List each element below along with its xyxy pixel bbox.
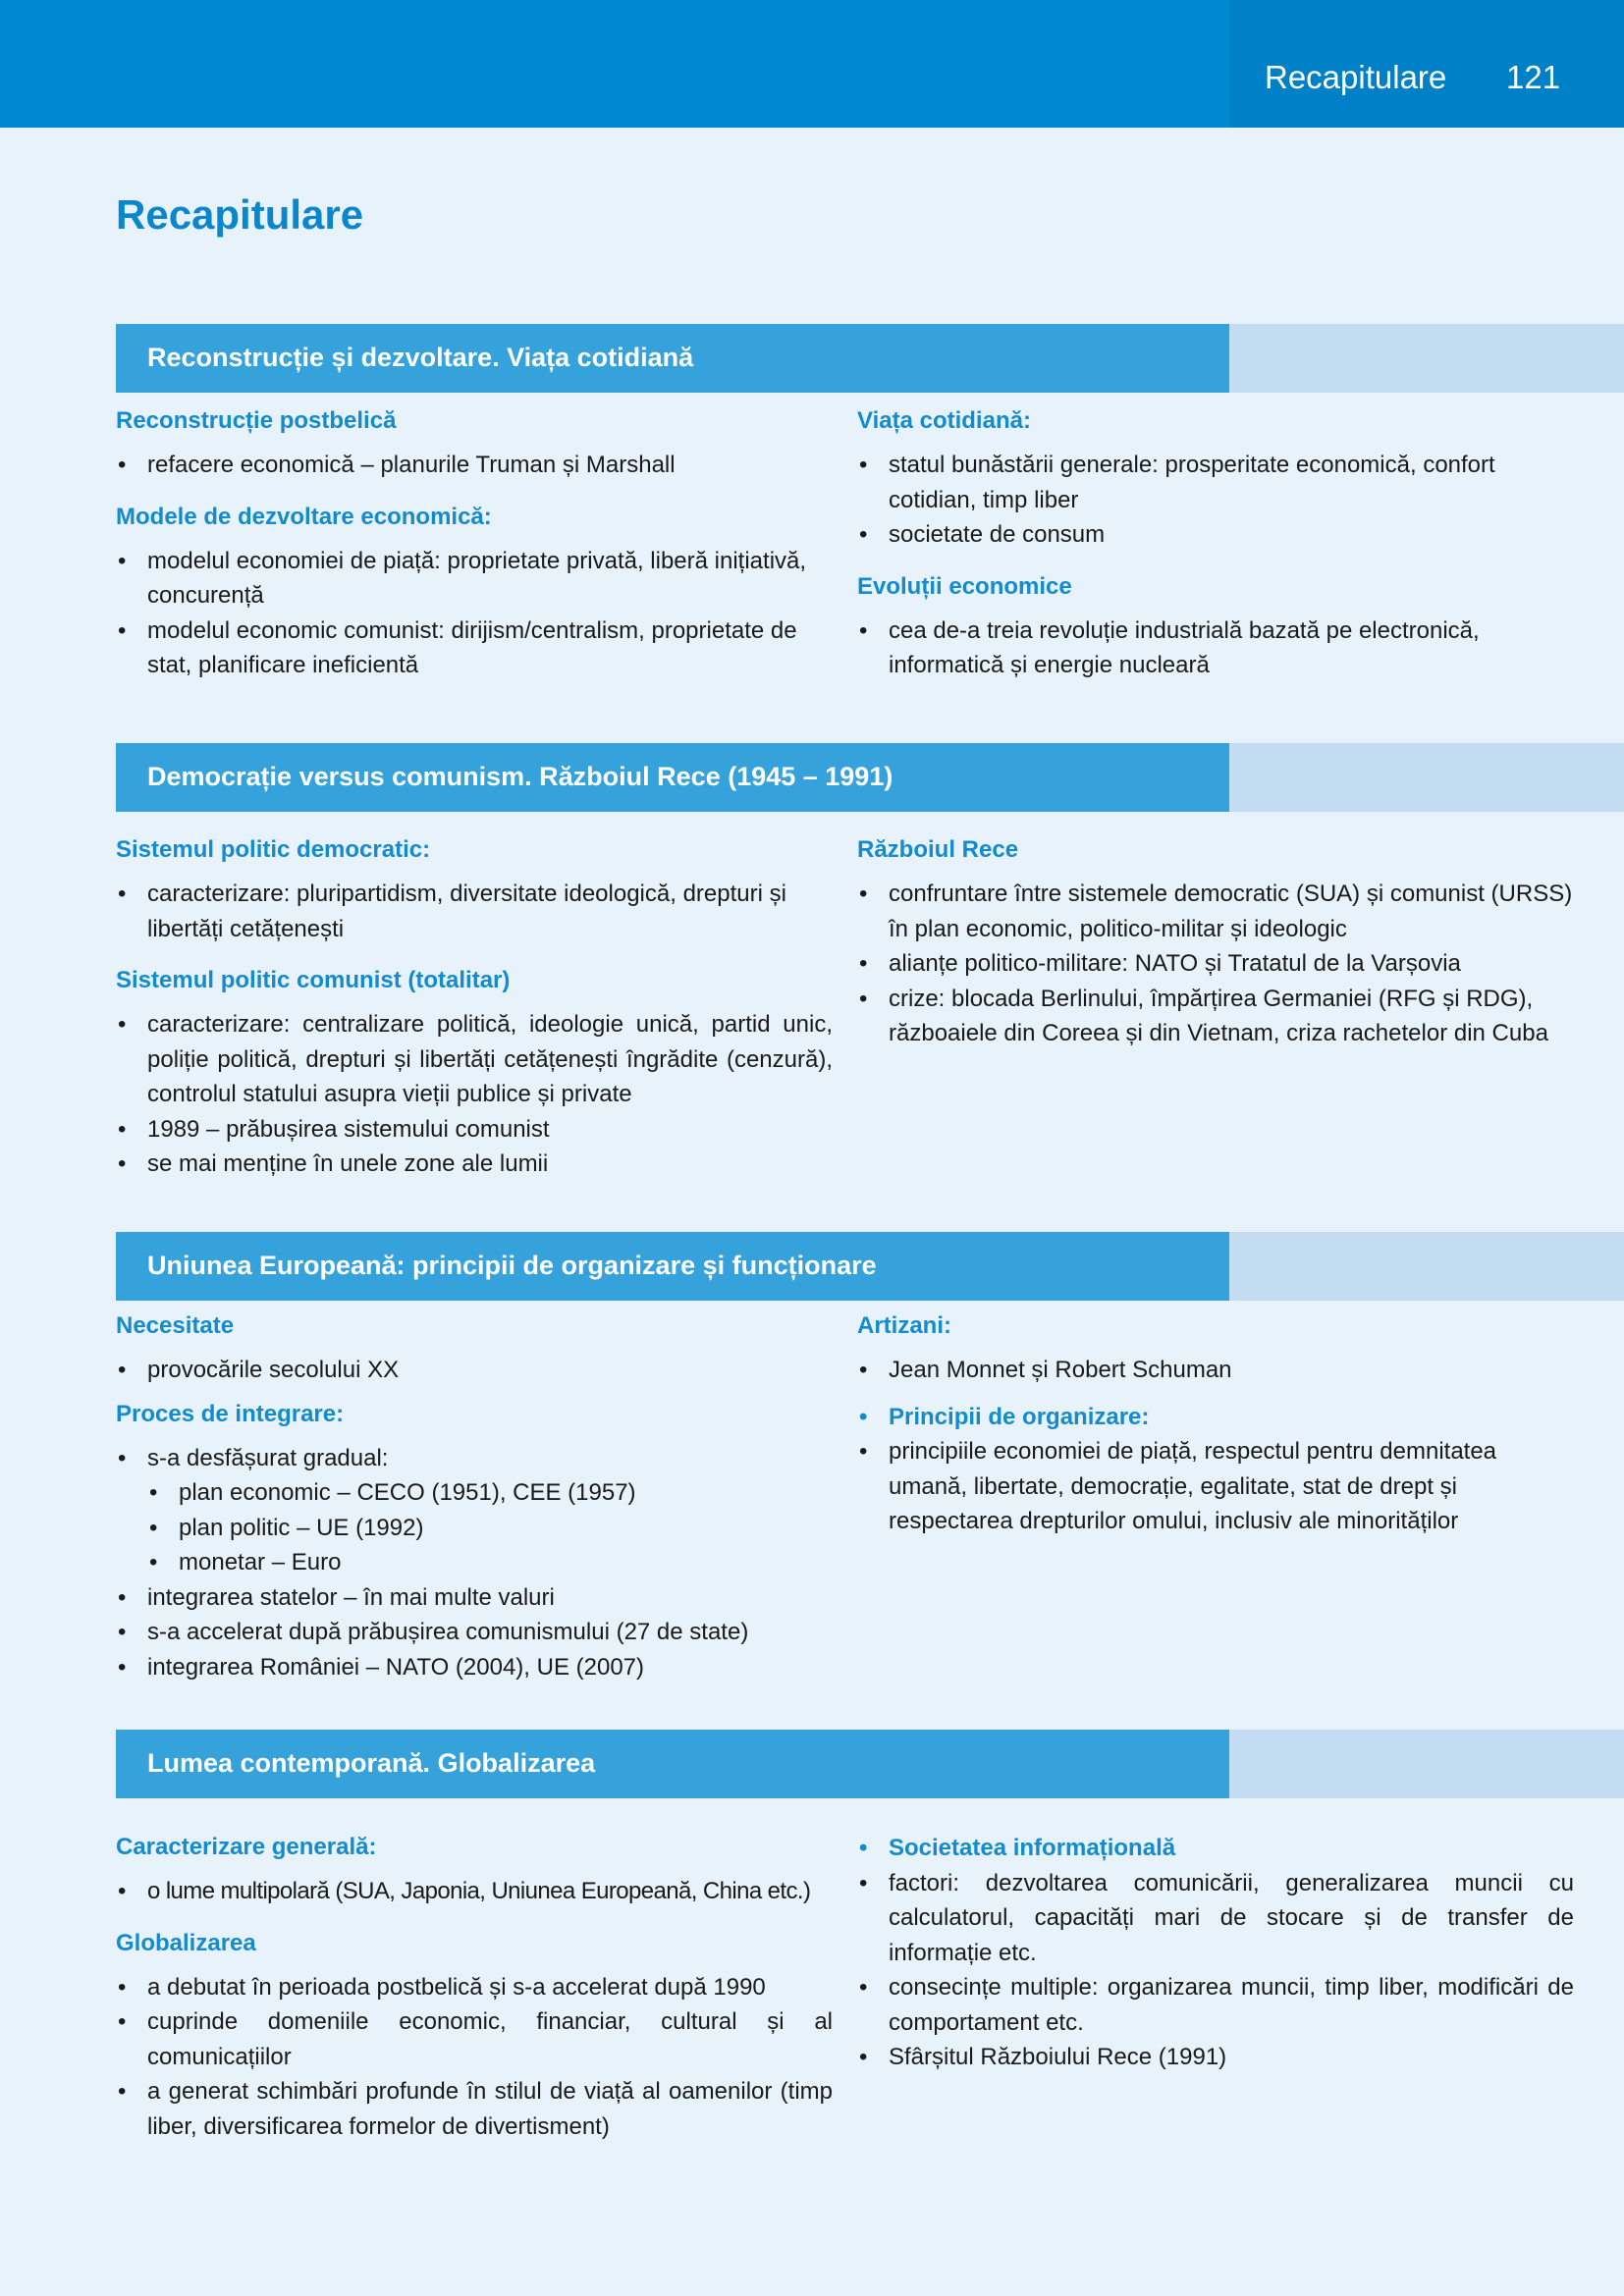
list-item: • a debutat în perioada postbelică și s-a accelerat după 1990	[116, 1970, 833, 2005]
list-item: • provocările secolului XX	[116, 1353, 833, 1388]
section-banner-democracy	[116, 743, 1624, 812]
section-banner-reconstruction	[116, 324, 1624, 393]
running-title: Recapitulare	[1265, 59, 1447, 95]
list-item: • Jean Monnet și Robert Schuman	[857, 1353, 1574, 1388]
list-item: • 1989 – prăbușirea sistemului comunist	[116, 1112, 833, 1148]
list-item: • modelul economiei de piață: proprietate privată, liberă inițiativă, concurență	[116, 544, 833, 614]
list-item: • modelul economic comunist: dirijism/centralism, proprietate de stat, planificare ineficientă	[116, 614, 833, 683]
list-item: • o lume multipolară (SUA, Japonia, Uniunea Europeană, China etc.)	[116, 1874, 833, 1909]
list-item: • se mai menține în unele zone ale lumii	[116, 1147, 833, 1182]
section-banner-globalization	[116, 1730, 1624, 1798]
subheading: Evoluții economice	[857, 572, 1072, 600]
list-item: • statul bunăstării generale: prosperitate economică, confort cotidian, timp liber	[857, 448, 1574, 517]
list-item: • s-a accelerat după prăbușirea comunismului (27 de state)	[116, 1615, 833, 1650]
list-item: • cea de-a treia revoluție industrială bazată pe electronică, informatică și energie nucleară	[857, 614, 1574, 683]
subheading: Viața cotidiană:	[857, 407, 1031, 434]
section-title: Uniunea Europeană: principii de organizare și funcționare	[147, 1251, 877, 1280]
list-item: • refacere economică – planurile Truman și Marshall	[116, 448, 833, 483]
list-item: • factori: dezvoltarea comunicării, generalizarea muncii cu calculatorul, capacități mari de stocare și de transfer de informație etc.	[857, 1866, 1574, 1971]
nested-list-item: • plan economic – CECO (1951), CEE (1957)	[147, 1475, 833, 1511]
nested-list-item: • plan politic – UE (1992)	[147, 1511, 833, 1546]
list-item: • integrarea statelor – în mai multe valuri	[116, 1580, 833, 1616]
subheading: Războiul Rece	[857, 836, 1019, 863]
section-title: Lumea contemporană. Globalizarea	[147, 1748, 596, 1778]
list-item: • alianțe politico-militare: NATO și Tratatul de la Varșovia	[857, 946, 1574, 982]
subheading: Necesitate	[116, 1312, 235, 1339]
list-item: • cuprinde domeniile economic, financiar, cultural și al comunicațiilor	[116, 2004, 833, 2074]
section-3-left	[116, 1309, 833, 1684]
page-number: 121	[1506, 59, 1561, 95]
list-item: • societate de consum	[857, 517, 1574, 553]
section-4-left	[116, 1831, 833, 2144]
section-3-right	[857, 1309, 1574, 1539]
section-banner-european-union	[116, 1232, 1624, 1301]
section-4-right	[857, 1831, 1574, 2075]
page-title: Recapitulare	[116, 191, 364, 238]
list-item: • caracterizare: pluripartidism, diversitate ideologică, drepturi și libertăți cetățenești	[116, 877, 833, 946]
list-item: • consecințe multiple: organizarea muncii, timp liber, modificări de comportament etc.	[857, 1970, 1574, 2040]
nested-list-item: • monetar – Euro	[147, 1545, 833, 1580]
section-title: Reconstrucție și dezvoltare. Viața cotidiană	[147, 343, 694, 372]
subheading: Sistemul politic comunist (totalitar)	[116, 967, 511, 993]
subheading-bullet: • Principii de organizare:	[857, 1400, 1574, 1435]
section-title: Democrație versus comunism. Războiul Rece (1945 – 1991)	[147, 762, 893, 791]
subheading-bullet: • Societatea informațională	[857, 1831, 1574, 1866]
subheading: Reconstrucție postbelică	[116, 407, 397, 434]
subheading: Caracterizare generală:	[116, 1834, 377, 1860]
list-item: • caracterizare: centralizare politică, ideologie unică, partid unic, poliție politică, drepturi și libertăți cetățenești îngrădite (cenzură), controlul statului asupra vieții publice și private	[116, 1007, 833, 1112]
section-2-right	[857, 833, 1574, 1051]
list-item: • principiile economiei de piață, respectul pentru demnitatea umană, libertate, democrație, egalitate, stat de drept și respectarea drepturilor omului, inclusiv ale minorităților	[857, 1434, 1574, 1539]
subheading: Globalizarea	[116, 1929, 256, 1956]
section-1-left	[116, 404, 833, 683]
section-1-right	[857, 404, 1574, 683]
subheading: Proces de integrare:	[116, 1400, 345, 1427]
list-item: • integrarea României – NATO (2004), UE (2007)	[116, 1650, 833, 1685]
list-item: • Sfârșitul Războiului Rece (1991)	[857, 2040, 1574, 2075]
list-item: • crize: blocada Berlinului, împărțirea Germaniei (RFG și RDG), războaiele din Coreea și din Vietnam, criza rachetelor din Cuba	[857, 982, 1574, 1051]
subheading: Artizani:	[857, 1312, 951, 1339]
list-item: • s-a desfășurat gradual:	[116, 1441, 833, 1476]
section-2-left	[116, 833, 833, 1182]
list-item: • a generat schimbări profunde în stilul de viață al oamenilor (timp liber, diversificarea formelor de divertisment)	[116, 2074, 833, 2144]
subheading: Modele de dezvoltare economică:	[116, 503, 492, 530]
subheading: Sistemul politic democratic:	[116, 836, 431, 863]
list-item: • confruntare între sistemele democratic (SUA) și comunist (URSS) în plan economic, politico-militar și ideologic	[857, 877, 1574, 946]
